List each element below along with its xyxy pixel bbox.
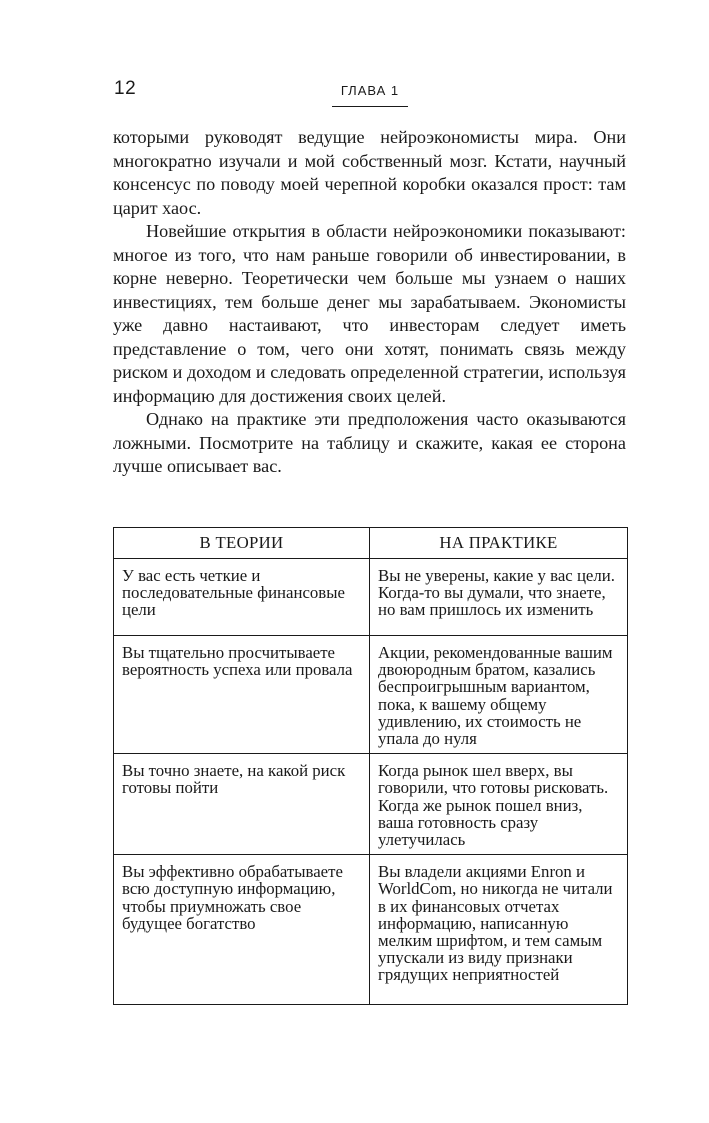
theory-practice-table	[113, 527, 628, 1005]
page-number: 12	[114, 78, 137, 99]
practice-cell: Вы не уверены, какие у вас цели. Когда-то вы думали, что знаете, но вам пришлось их изменить	[370, 559, 628, 636]
theory-cell: У вас есть четкие и последовательные финансовые цели	[114, 559, 370, 636]
theory-cell: Вы эффективно обрабатываете всю доступную информацию, чтобы приумножать свое будущее богатство	[114, 855, 370, 1005]
header-practice: НА ПРАКТИКЕ	[370, 528, 628, 559]
paragraph-3: Однако на практике эти предположения часто оказываются ложными. Посмотрите на таблицу и скажите, какая ее сторона лучше описывает вас.	[113, 409, 626, 476]
practice-cell: Вы владели акциями Enron и WorldCom, но никогда не читали в их финансовых отчетах информацию, написанную мелким шрифтом, и тем самым упускали из виду признаки грядущих неприятностей	[370, 855, 628, 1005]
body-text	[113, 126, 626, 479]
table-row	[114, 754, 628, 855]
table-row	[114, 559, 628, 636]
paragraph-2: Новейшие открытия в области нейроэкономики показывают: многое из того, что нам раньше говорили об инвестировании, в корне неверно. Теоретически чем больше мы узнаем о наших инвестициях, тем больше денег мы зарабатываем. Экономисты уже давно настаивают, что инвесторам следует иметь представление о том, чего они хотят, понимать связь между риском и доходом и следовать определенной стратегии, используя информацию для достижения своих целей.	[113, 221, 626, 406]
theory-cell: Вы тщательно просчитываете вероятность успеха или провала	[114, 636, 370, 754]
practice-cell: Когда рынок шел вверх, вы говорили, что готовы рисковать. Когда же рынок пошел вниз, ваша готовность сразу улетучилась	[370, 754, 628, 855]
running-head: ГЛАВА 1	[340, 83, 400, 98]
running-head-rule	[332, 106, 408, 107]
paragraph-1: которыми руководят ведущие нейроэкономисты мира. Они многократно изучали и мой собственный мозг. Кстати, научный консенсус по поводу моей черепной коробки оказался прост: там царит хаос.	[113, 127, 626, 218]
table-row	[114, 855, 628, 1005]
theory-cell: Вы точно знаете, на какой риск готовы пойти	[114, 754, 370, 855]
table-header-row	[114, 528, 628, 559]
header-theory: В ТЕОРИИ	[114, 528, 370, 559]
table-row	[114, 636, 628, 754]
practice-cell: Акции, рекомендованные вашим двоюродным братом, казались беспроигрышным вариантом, пока, к вашему общему удивлению, их стоимость не упала до нуля	[370, 636, 628, 754]
